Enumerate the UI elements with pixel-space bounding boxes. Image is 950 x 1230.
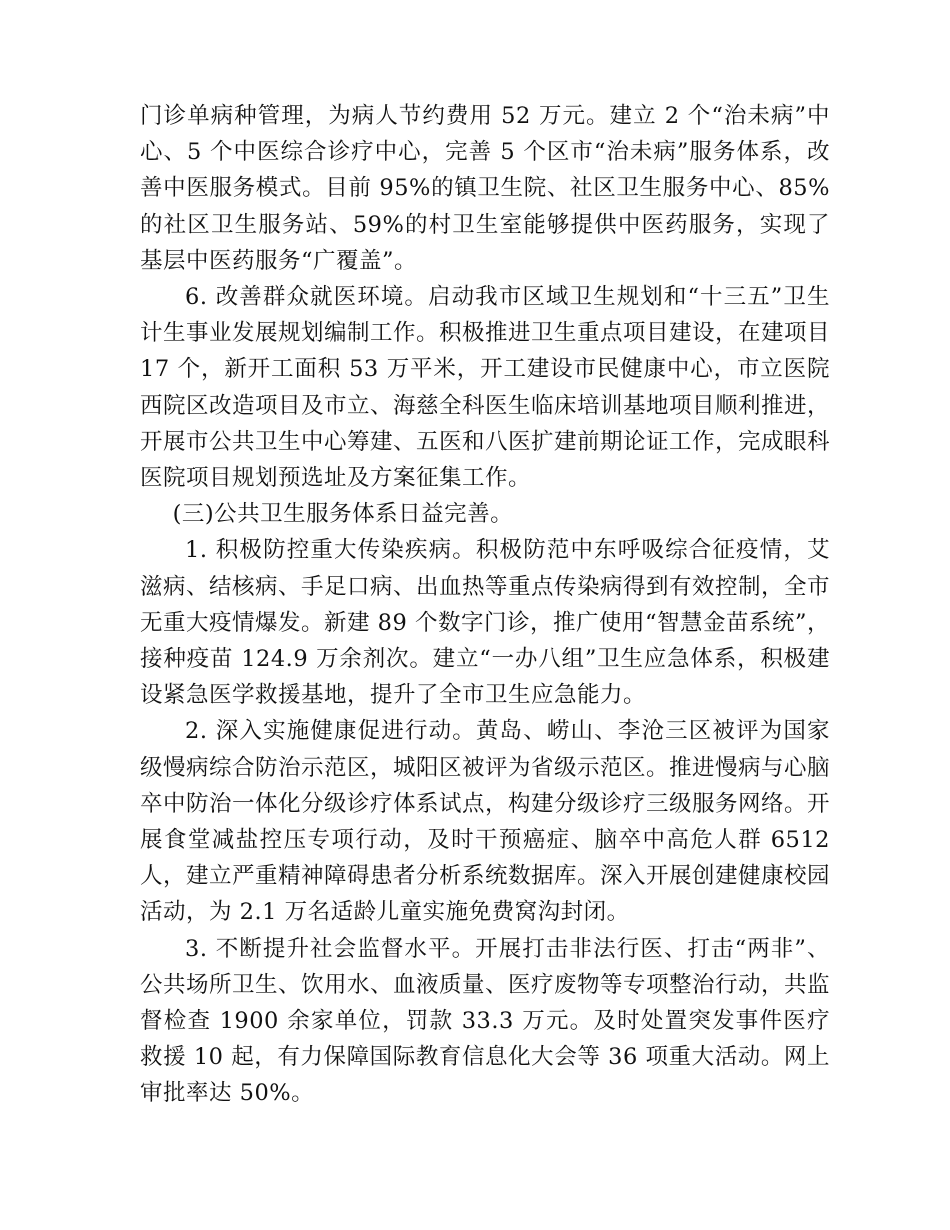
document-page (140, 98, 830, 1112)
paragraph-health-promotion: 2. 深入实施健康促进行动。黄岛、崂山、李沧三区被评为国家级慢病综合防治示范区，城阳区被评为省级示范区。推进慢病与心脑卒中防治一体化分级诊疗体系试点，构建分级诊疗三级服务网络。开展食堂减盐控压专项行动，及时干预癌症、脑卒中高危人群 6512 人，建立严重精神障碍患者分析系统数据库。深入开展创建健康校园活动，为 2.1 万名适龄儿童实施免费窝沟封闭。 (140, 718, 831, 926)
paragraph-infectious-disease: 1. 积极防控重大传染疾病。积极防范中东呼吸综合征疫情，艾滋病、结核病、手足口病、出血热等重点传染病得到有效控制，全市无重大疫情爆发。新建 89 个数字门诊，推广使用“智慧金苗系统”，接种疫苗 124.9 万余剂次。建立“一办八组”卫生应急体系，积极建设紧急医学救援基地，提升了全市卫生应急能力。 (140, 537, 831, 709)
section-heading-public-health: (三)公共卫生服务体系日益完善。 (172, 501, 514, 528)
paragraph-medical-environment: 6. 改善群众就医环境。启动我市区域卫生规划和“十三五”卫生计生事业发展规划编制工作。积极推进卫生重点项目建设，在建项目 17 个，新开工面积 53 万平米，开工建设市民健康中心，市立医院西院区改造项目及市立、海慈全科医生临床培训基地项目顺利推进，开展市公共卫生中心筹建、五医和八医扩建前期论证工作，完成眼科医院项目规划预选址及方案征集工作。 (140, 284, 831, 492)
paragraph-tcm-services: 门诊单病种管理，为病人节约费用 52 万元。建立 2 个“治未病”中心、5 个中医综合诊疗中心，完善 5 个区市“治未病”服务体系，改善中医服务模式。目前 95%的镇卫生院、社区卫生服务中心、85%的社区卫生服务站、59%的村卫生室能够提供中医药服务，实现了基层中医药服务“广覆盖”。 (140, 103, 830, 274)
paragraph-social-supervision: 3. 不断提升社会监督水平。开展打击非法行医、打击“两非”、公共场所卫生、饮用水、血液质量、医疗废物等专项整治行动，共监督检查 1900 余家单位，罚款 33.3 万元。及时处置突发事件医疗救援 10 起，有力保障国际教育信息化大会等 36 项重大活动。网上审批率达 50%。 (140, 935, 831, 1107)
